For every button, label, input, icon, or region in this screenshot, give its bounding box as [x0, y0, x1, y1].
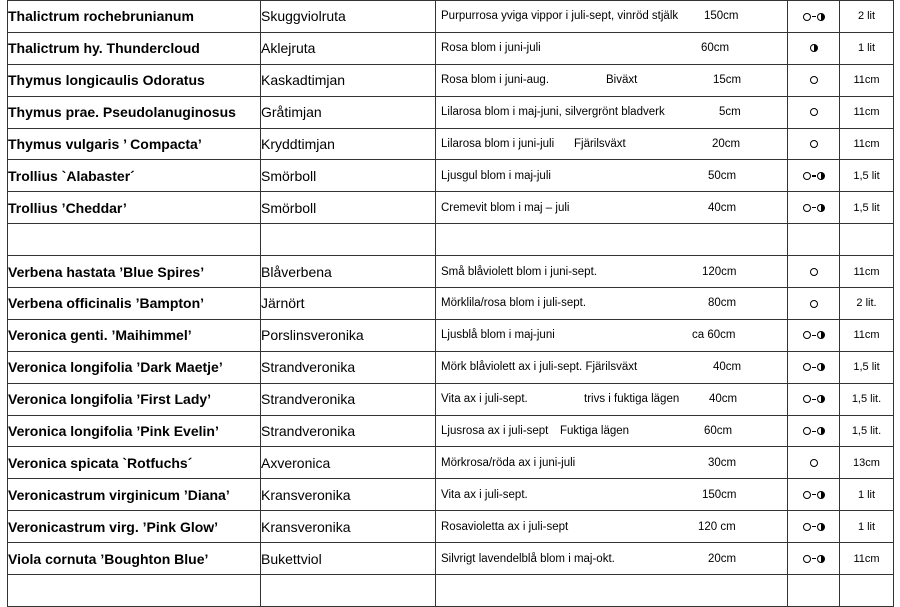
- table-row: [8, 383, 894, 415]
- swedish-name-cell: Blåverbena: [261, 256, 436, 288]
- description-text: Mörklila/rosa blom i juli-sept.: [441, 297, 587, 310]
- full-sun-icon: [810, 108, 818, 116]
- full-sun-icon: [803, 13, 811, 21]
- full-sun-icon: [803, 491, 811, 499]
- pot-size-cell: 1,5 lit: [840, 351, 894, 383]
- description-cell: [436, 160, 788, 192]
- latin-name-cell: Veronica longifolia ’First Lady’: [8, 383, 261, 415]
- half-shade-icon: [817, 204, 825, 212]
- plant-height: 20cm: [708, 552, 737, 565]
- table-row: [8, 319, 894, 351]
- plant-height: ca 60cm: [692, 329, 736, 342]
- plant-height: 40cm: [708, 201, 737, 214]
- plant-height: 40cm: [713, 361, 742, 374]
- light-requirement-cell: [788, 1, 840, 33]
- table-row: [8, 1, 894, 33]
- pot-size-cell: 1 lit: [840, 479, 894, 511]
- range-dash-icon: [812, 175, 816, 176]
- description-text: Silvrigt lavendelblå blom i maj-okt.: [441, 552, 615, 565]
- light-requirement-cell: [788, 32, 840, 64]
- description-text: Ljusblå blom i maj-juni: [441, 329, 555, 342]
- range-dash-icon: [812, 207, 816, 208]
- plant-height: 150cm: [704, 10, 739, 23]
- swedish-name-cell: Kransveronika: [261, 479, 436, 511]
- swedish-name-cell: Järnört: [261, 288, 436, 320]
- latin-name-cell: Viola cornuta ’Boughton Blue’: [8, 543, 261, 575]
- latin-name-cell: [8, 224, 261, 256]
- half-shade-icon: [817, 491, 825, 499]
- description-cell: [436, 256, 788, 288]
- half-shade-icon: [817, 427, 825, 435]
- plant-height: 80cm: [708, 297, 737, 310]
- latin-name-cell: Trollius `Alabaster´: [8, 160, 261, 192]
- full-sun-icon: [803, 204, 811, 212]
- half-shade-icon: [817, 13, 825, 21]
- latin-name-cell: Veronicastrum virginicum ’Diana’: [8, 479, 261, 511]
- description-cell: [436, 128, 788, 160]
- description-cell: [436, 64, 788, 96]
- range-dash-icon: [812, 399, 816, 400]
- table-row: [8, 96, 894, 128]
- pot-size-cell: 2 lit: [840, 1, 894, 33]
- description-cell: [436, 479, 788, 511]
- pot-size-cell: 11cm: [840, 319, 894, 351]
- light-requirement-cell: [788, 575, 840, 607]
- full-sun-icon: [810, 140, 818, 148]
- table-row: [8, 543, 894, 575]
- light-requirement-cell: [788, 64, 840, 96]
- latin-name-cell: Thymus vulgaris ’ Compacta’: [8, 128, 261, 160]
- swedish-name-cell: Strandveronika: [261, 383, 436, 415]
- table-row: [8, 511, 894, 543]
- description-cell: [436, 192, 788, 224]
- plant-height: 5cm: [719, 106, 741, 119]
- light-requirement-cell: [788, 256, 840, 288]
- table-row: [8, 64, 894, 96]
- description-text: Cremevit blom i maj – juli: [441, 201, 570, 214]
- table-row: [8, 32, 894, 64]
- table-row: [8, 224, 894, 256]
- range-dash-icon: [812, 335, 816, 336]
- description-text: Lilarosa blom i juni-juli: [441, 138, 555, 150]
- swedish-name-cell: Smörboll: [261, 192, 436, 224]
- description-note: Fjärilsväxt: [574, 138, 626, 150]
- pot-size-cell: 1,5 lit: [840, 192, 894, 224]
- latin-name-cell: Thalictrum hy. Thundercloud: [8, 32, 261, 64]
- pot-size-cell: 11cm: [840, 543, 894, 575]
- pot-size-cell: 11cm: [840, 96, 894, 128]
- pot-size-cell: 11cm: [840, 64, 894, 96]
- pot-size-cell: [840, 575, 894, 607]
- description-note: Fuktiga lägen: [560, 425, 630, 438]
- light-requirement-cell: [788, 192, 840, 224]
- table-row: [8, 288, 894, 320]
- half-shade-icon: [817, 523, 825, 531]
- plant-table-body: [8, 1, 894, 607]
- plant-height: 150cm: [702, 488, 737, 501]
- pot-size-cell: [840, 224, 894, 256]
- range-dash-icon: [812, 431, 816, 432]
- light-requirement-cell: [788, 415, 840, 447]
- pot-size-cell: 1,5 lit.: [840, 415, 894, 447]
- plant-height: 50cm: [708, 169, 737, 182]
- latin-name-cell: Veronica longifolia ’Pink Evelin’: [8, 415, 261, 447]
- latin-name-cell: Thymus longicaulis Odoratus: [8, 64, 261, 96]
- plant-height: 120cm: [702, 265, 737, 278]
- latin-name-cell: Verbena officinalis ’Bampton’: [8, 288, 261, 320]
- range-dash-icon: [812, 16, 816, 17]
- description-text: Vita ax i juli-sept.: [441, 488, 528, 501]
- latin-name-cell: Veronica genti. ’Maihimmel’: [8, 319, 261, 351]
- latin-name-cell: Veronicastrum virg. ’Pink Glow’: [8, 511, 261, 543]
- light-requirement-cell: [788, 319, 840, 351]
- latin-name-cell: Thymus prae. Pseudolanuginosus: [8, 96, 261, 128]
- description-cell: [436, 288, 788, 320]
- half-shade-icon: [817, 395, 825, 403]
- range-dash-icon: [812, 558, 816, 559]
- plant-height: 60cm: [701, 42, 730, 55]
- light-requirement-cell: [788, 351, 840, 383]
- description-text: Ljusrosa ax i juli-sept: [441, 425, 549, 438]
- light-requirement-cell: [788, 383, 840, 415]
- half-shade-icon: [817, 363, 825, 371]
- latin-name-cell: Trollius ’Cheddar’: [8, 192, 261, 224]
- swedish-name-cell: Kaskadtimjan: [261, 64, 436, 96]
- description-text: Rosa blom i juni-aug.: [441, 74, 550, 87]
- light-requirement-cell: [788, 511, 840, 543]
- swedish-name-cell: Strandveronika: [261, 351, 436, 383]
- description-text: Rosa blom i juni-juli: [441, 42, 541, 55]
- description-text: Mörk blåviolett ax i juli-sept. Fjärilsväxt: [441, 361, 638, 374]
- description-cell: [436, 96, 788, 128]
- full-sun-icon: [810, 300, 818, 308]
- range-dash-icon: [812, 494, 816, 495]
- latin-name-cell: [8, 575, 261, 607]
- plant-height: 30cm: [708, 456, 737, 469]
- pot-size-cell: 11cm: [840, 128, 894, 160]
- description-note: Biväxt: [606, 74, 638, 87]
- plant-table: [7, 0, 894, 607]
- half-shade-icon: [817, 172, 825, 180]
- table-row: [8, 351, 894, 383]
- table-row: [8, 415, 894, 447]
- full-sun-icon: [810, 268, 818, 276]
- pot-size-cell: 2 lit.: [840, 288, 894, 320]
- pot-size-cell: 13cm: [840, 447, 894, 479]
- table-row: [8, 575, 894, 607]
- swedish-name-cell: [261, 575, 436, 607]
- light-requirement-cell: [788, 543, 840, 575]
- description-cell: [436, 351, 788, 383]
- full-sun-icon: [810, 76, 818, 84]
- light-requirement-cell: [788, 288, 840, 320]
- description-cell: [436, 447, 788, 479]
- swedish-name-cell: Kryddtimjan: [261, 128, 436, 160]
- swedish-name-cell: Strandveronika: [261, 415, 436, 447]
- description-text: Mörkrosa/röda ax i juni-juli: [441, 456, 576, 469]
- description-note: trivs i fuktiga lägen: [584, 393, 680, 406]
- latin-name-cell: Thalictrum rochebrunianum: [8, 1, 261, 33]
- plant-height: 40cm: [709, 393, 738, 406]
- table-row: [8, 128, 894, 160]
- swedish-name-cell: Aklejruta: [261, 32, 436, 64]
- description-cell: [436, 415, 788, 447]
- latin-name-cell: Verbena hastata ’Blue Spires’: [8, 256, 261, 288]
- table-row: [8, 192, 894, 224]
- half-shade-icon: [810, 44, 818, 52]
- table-row: [8, 447, 894, 479]
- light-requirement-cell: [788, 160, 840, 192]
- description-cell: [436, 543, 788, 575]
- description-text: Ljusgul blom i maj-juli: [441, 169, 551, 182]
- half-shade-icon: [817, 331, 825, 339]
- light-requirement-cell: [788, 224, 840, 256]
- swedish-name-cell: Smörboll: [261, 160, 436, 192]
- description-text: Små blåviolett blom i juni-sept.: [441, 265, 597, 278]
- description-cell: [436, 32, 788, 64]
- light-requirement-cell: [788, 479, 840, 511]
- full-sun-icon: [803, 395, 811, 403]
- table-row: [8, 256, 894, 288]
- light-requirement-cell: [788, 128, 840, 160]
- swedish-name-cell: Skuggviolruta: [261, 1, 436, 33]
- light-requirement-cell: [788, 96, 840, 128]
- description-text: Lilarosa blom i maj-juni, silvergrönt bladverk: [441, 106, 665, 119]
- pot-size-cell: 1,5 lit: [840, 160, 894, 192]
- pot-size-cell: 11cm: [840, 256, 894, 288]
- table-row: [8, 160, 894, 192]
- table-row: [8, 479, 894, 511]
- light-requirement-cell: [788, 447, 840, 479]
- full-sun-icon: [803, 363, 811, 371]
- swedish-name-cell: Kransveronika: [261, 511, 436, 543]
- description-cell: [436, 1, 788, 33]
- description-cell: [436, 224, 788, 256]
- half-shade-icon: [817, 555, 825, 563]
- range-dash-icon: [812, 367, 816, 368]
- description-text: Purpurrosa yviga vippor i juli-sept, vinröd stjälk: [441, 10, 679, 23]
- full-sun-icon: [803, 555, 811, 563]
- pot-size-cell: 1 lit: [840, 32, 894, 64]
- description-cell: [436, 383, 788, 415]
- swedish-name-cell: Porslinsveronika: [261, 319, 436, 351]
- full-sun-icon: [803, 331, 811, 339]
- latin-name-cell: Veronica longifolia ’Dark Maetje’: [8, 351, 261, 383]
- pot-size-cell: 1,5 lit.: [840, 383, 894, 415]
- plant-height: 120 cm: [698, 520, 736, 533]
- latin-name-cell: Veronica spicata `Rotfuchs´: [8, 447, 261, 479]
- plant-height: 60cm: [704, 425, 733, 438]
- description-cell: [436, 319, 788, 351]
- full-sun-icon: [803, 523, 811, 531]
- full-sun-icon: [803, 172, 811, 180]
- plant-height: 20cm: [712, 138, 741, 150]
- swedish-name-cell: Gråtimjan: [261, 96, 436, 128]
- description-text: Vita ax i juli-sept.: [441, 393, 528, 406]
- swedish-name-cell: Axveronica: [261, 447, 436, 479]
- description-cell: [436, 575, 788, 607]
- swedish-name-cell: Bukettviol: [261, 543, 436, 575]
- plant-height: 15cm: [713, 74, 742, 87]
- full-sun-icon: [803, 427, 811, 435]
- swedish-name-cell: [261, 224, 436, 256]
- description-cell: [436, 511, 788, 543]
- description-text: Rosavioletta ax i juli-sept: [441, 520, 569, 533]
- pot-size-cell: 1 lit: [840, 511, 894, 543]
- full-sun-icon: [810, 459, 818, 467]
- range-dash-icon: [812, 526, 816, 527]
